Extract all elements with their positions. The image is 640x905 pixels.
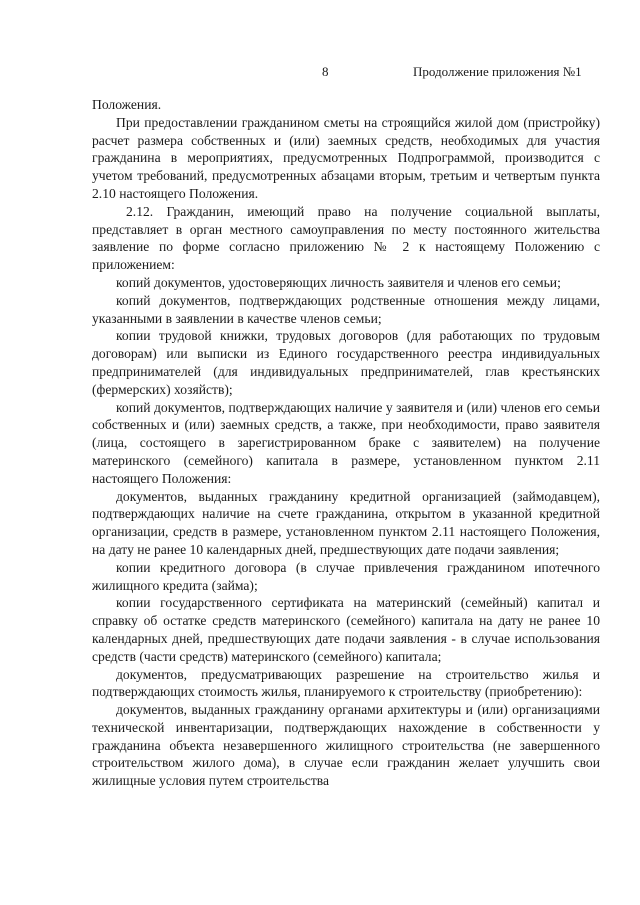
list-item: документов, выданных гражданину кредитной организацией (займодавцем), подтверждающих наличие на счете гражданина, открытом в указанной кредитной организации, средств в размере, установленном пунктом 2.11 настоящего Положения, на дату не ранее 10 календарных дней, предшествующих дате подачи заявления; [92,488,600,557]
page-number: 8 [322,64,329,79]
list-item: копий документов, подтверждающих родственные отношения между лицами, указанными в заявлении в качестве членов семьи; [92,292,600,326]
list-item: документов, выданных гражданину органами архитектуры и (или) организациями технической инвентаризации, подтверждающих нахождение в собственности у гражданина объекта незавершенного жилищного строительства (не завершенного строительством жилого дома), в случае если гражданин желает улучшить свои жилищные условия путем строительства [92,702,600,789]
list-item: копий документов, подтверждающих наличие у заявителя и (или) членов его семьи собственных и (или) заемных средств, а также, при необходимости, право заявителя (лица, состоящего в зарегистрированном браке с заявителем) на получение материнского (семейного) капитала в размере, установленном пунктом 2.11 настоящего Положения: [92,399,600,486]
list-item: документов, предусматривающих разрешение на строительство жилья и подтверждающих стоимость жилья, планируемого к строительству (приобретению): [92,666,600,700]
paragraph: Положения. [92,97,162,112]
list-item: копии трудовой книжки, трудовых договоров (для работающих по трудовым договорам) или выписки из Единого государственного реестра индивидуальных предпринимателей (для индивидуальных предпринимателей, глав крестьянских (фермерских) хозяйств); [92,328,600,397]
list-item: копий документов, удостоверяющих личность заявителя и членов его семьи; [116,274,561,290]
appendix-continuation-note: Продолжение приложения №1 [413,64,582,79]
paragraph: При предоставлении гражданином сметы на строящийся жилой дом (пристройку) расчет размера собственных и (или) заемных средств, необходимых для участия гражданина в мероприятиях, предусмотренных Подпрограммой, производится с учетом требований, предусмотренных абзацами вторым, третьим и четвертым пункта 2.10 настоящего Положения. [92,114,600,201]
list-item: копии кредитного договора (в случае привлечения гражданином ипотечного жилищного кредита (займа); [92,559,600,593]
paragraph: 2.12. Гражданин, имеющий право на получение социальной выплаты, представляет в орган местного самоуправления по месту постоянного жительства заявление по форме согласно приложению № 2 к настоящему Положению с приложением: [92,203,600,273]
list-item: копии государственного сертификата на материнский (семейный) капитал и справку об остатке средств материнского (семейного) капитала на дату не ранее 10 календарных дней, предшествующих дате подачи заявления - в случае использования средств (части средств) материнского (семейного) капитала; [92,595,600,664]
document-body [92,96,600,790]
